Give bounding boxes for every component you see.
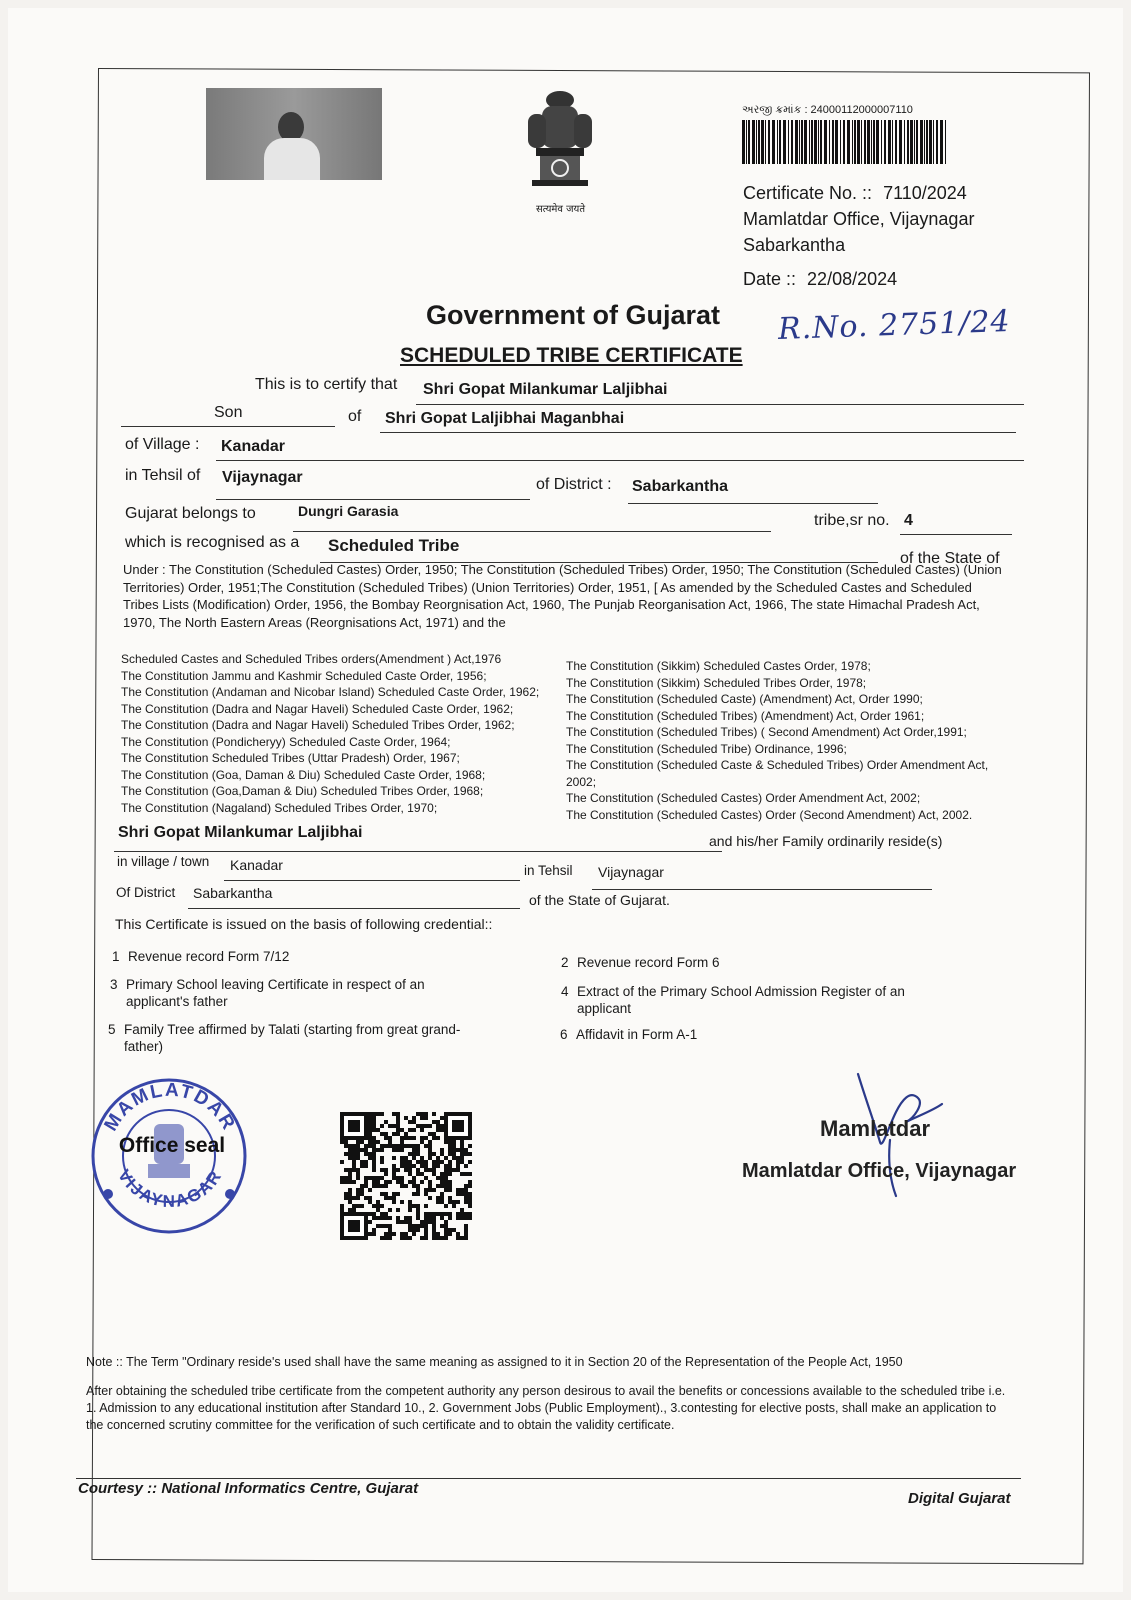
district-label: of District : bbox=[536, 476, 612, 493]
relation: Son bbox=[214, 404, 243, 421]
credential-text: applicant bbox=[577, 1001, 632, 1016]
father-name: Shri Gopat Laljibhai Maganbhai bbox=[385, 410, 625, 427]
of-district-line bbox=[188, 908, 520, 909]
of-label: of bbox=[348, 408, 362, 425]
credential-text: Revenue record Form 7/12 bbox=[128, 949, 290, 964]
note-line: Note :: The Term "Ordinary reside's used shall have the same meaning as assigned to it in Section 20 of the Representation of the People Act, 1950 bbox=[86, 1355, 903, 1369]
order-right-item: The Constitution (Sikkim) Scheduled Tribes Order, 1978; bbox=[566, 675, 867, 690]
credential-item bbox=[561, 983, 961, 1017]
credential-text: Extract of the Primary School Admission Register of an bbox=[577, 984, 905, 999]
certify-label: This is to certify that bbox=[255, 376, 398, 393]
order-left-item: The Constitution Scheduled Tribes (Uttar Pradesh) Order, 1967; bbox=[121, 751, 460, 765]
certificate-title: SCHEDULED TRIBE CERTIFICATE bbox=[400, 344, 743, 367]
order-right-item: The Constitution (Sikkim) Scheduled Castes Order, 1978; bbox=[566, 659, 871, 673]
footer-brand: Digital Gujarat bbox=[908, 1490, 1011, 1507]
tehsil-label: in Tehsil of bbox=[125, 467, 201, 484]
tribe-line bbox=[293, 531, 771, 532]
credential-number: 4 bbox=[561, 984, 569, 999]
credential-number: 6 bbox=[560, 1027, 568, 1042]
credential-text: Primary School leaving Certificate in respect of an bbox=[126, 977, 425, 992]
credential-number: 2 bbox=[561, 955, 569, 970]
order-right-item: The Constitution (Scheduled Tribes) ( Second Amendment) Act Order,1991; bbox=[566, 725, 967, 739]
certificate-number-row bbox=[743, 180, 974, 206]
order-left-item: The Constitution (Andaman and Nicobar Island) Scheduled Caste Order, 1962; bbox=[121, 685, 540, 699]
belongs-label: Gujarat belongs to bbox=[125, 505, 256, 522]
in-tehsil-label: in Tehsil bbox=[524, 863, 573, 878]
note-section bbox=[86, 1354, 1016, 1434]
credential-item bbox=[112, 948, 512, 965]
order-left-item: The Constitution (Goa,Daman & Diu) Scheduled Tribes Order, 1968; bbox=[121, 784, 484, 798]
credential-text: applicant's father bbox=[126, 994, 228, 1009]
footer-courtesy: Courtesy :: National Informatics Centre, Gujarat bbox=[78, 1480, 419, 1497]
orders-left bbox=[121, 651, 539, 816]
village-label: of Village : bbox=[125, 436, 200, 453]
credential-text: Family Tree affirmed by Talati (starting from great grand- bbox=[124, 1022, 461, 1037]
handwritten-register-number: R.No. 2751/24 bbox=[777, 303, 1012, 348]
village-line bbox=[216, 460, 1024, 461]
order-right-item: The Constitution (Scheduled Castes) Order Amendment Act, 2002; bbox=[566, 791, 921, 805]
qr-code-icon[interactable] bbox=[340, 1112, 472, 1240]
order-left-item: The Constitution (Dadra and Nagar Haveli) Scheduled Tribes Order, 1962; bbox=[121, 718, 515, 732]
relation-line bbox=[121, 426, 335, 427]
barcode-icon bbox=[742, 120, 946, 164]
certificate-page bbox=[8, 8, 1123, 1592]
applicant-name-line bbox=[416, 404, 1024, 405]
village-town-line bbox=[224, 880, 520, 881]
order-right-item: 2002; bbox=[566, 774, 597, 789]
credential-item bbox=[560, 1026, 960, 1043]
note-paragraph: After obtaining the scheduled tribe certificate from the competent authority any person desirous to avail the benefits or concessions available to the scheduled tribe i.e. 1. Admission to any educational institution after Standard 10., 2. Government Jobs (Public Employment)., 3.contesting for elective posts, shall make an application to the concerned scrutiny committee for the verification of such certificate and to obtain the validity certificate. bbox=[86, 1384, 1006, 1432]
father-name-line bbox=[380, 432, 1016, 433]
certificate-number: 7110/2024 bbox=[883, 183, 967, 203]
tribe-sr-line bbox=[900, 534, 1012, 535]
application-number: અરજી ક્રમાંક : 24000112000007110 bbox=[742, 104, 913, 116]
order-right-item: The Constitution (Scheduled Caste) (Amendment) Act, Order 1990; bbox=[566, 692, 923, 706]
office-line2: Sabarkantha bbox=[743, 235, 846, 255]
credential-item bbox=[110, 976, 510, 1010]
credential-text: father) bbox=[124, 1039, 164, 1054]
credential-item bbox=[561, 954, 961, 971]
seal-bottom-text: VIJAYNAGAR bbox=[114, 1166, 226, 1211]
government-title: Government of Gujarat bbox=[426, 300, 721, 330]
signatory-office: Mamlatdar Office, Vijaynagar bbox=[742, 1160, 1017, 1182]
seal-center-text: Office seal bbox=[118, 1134, 226, 1157]
tehsil-line bbox=[216, 499, 530, 500]
date-label: Date :: bbox=[743, 269, 797, 289]
orders-right bbox=[566, 658, 988, 823]
certificate-meta bbox=[743, 180, 974, 292]
order-right-item: The Constitution (Scheduled Tribes) (Amendment) Act, Order 1961; bbox=[566, 708, 925, 723]
footer-divider bbox=[76, 1478, 1021, 1479]
applicant-name: Shri Gopat Milankumar Laljibhai bbox=[423, 381, 668, 398]
village-town: Kanadar bbox=[230, 857, 283, 873]
in-tehsil-line bbox=[592, 889, 932, 890]
national-emblem-icon bbox=[520, 88, 600, 198]
district: Sabarkantha bbox=[632, 478, 729, 495]
seal-top-text: MAMLATDAR bbox=[100, 1079, 240, 1135]
office-line1: Mamlatdar Office, Vijaynagar bbox=[743, 209, 975, 229]
order-left-item: The Constitution Jammu and Kashmir Scheduled Caste Order, 1956; bbox=[121, 668, 487, 683]
order-right-item: The Constitution (Scheduled Caste & Scheduled Tribes) Order Amendment Act, bbox=[566, 758, 989, 772]
order-left-item: The Constitution (Pondicheryy) Scheduled Caste Order, 1964; bbox=[121, 734, 451, 749]
credential-text: Revenue record Form 6 bbox=[577, 955, 720, 970]
recognised-as: Scheduled Tribe bbox=[328, 536, 460, 555]
state-gujarat: of the State of Gujarat. bbox=[529, 892, 670, 908]
emblem-caption: सत्यमेव जयते bbox=[535, 204, 586, 215]
credential-number: 3 bbox=[110, 977, 118, 992]
credential-number: 1 bbox=[112, 949, 120, 964]
date-row bbox=[743, 266, 974, 292]
credential-item bbox=[108, 1021, 508, 1055]
issue-date: 22/08/2024 bbox=[807, 269, 898, 289]
office-seal-icon bbox=[88, 1072, 250, 1234]
applicant-photo bbox=[206, 88, 382, 180]
district-line bbox=[628, 503, 878, 504]
order-right-item: The Constitution (Scheduled Castes) Order (Second Amendment) Act, 2002. bbox=[566, 807, 973, 822]
tehsil: Vijaynagar bbox=[222, 469, 303, 486]
state-of-label: of the State of bbox=[900, 550, 1000, 567]
certificate-number-label: Certificate No. :: bbox=[743, 183, 873, 203]
village-town-label: in village / town bbox=[117, 854, 210, 869]
reside-label: and his/her Family ordinarily reside(s) bbox=[709, 833, 943, 849]
resident-name-line bbox=[114, 851, 722, 852]
credential-number: 5 bbox=[108, 1022, 116, 1037]
of-district-label: Of District bbox=[116, 885, 176, 900]
order-left-item: Scheduled Castes and Scheduled Tribes orders(Amendment ) Act,1976 bbox=[121, 652, 502, 666]
in-tehsil: Vijaynagar bbox=[598, 864, 664, 880]
order-left-item: The Constitution (Dadra and Nagar Haveli) Scheduled Caste Order, 1962; bbox=[121, 701, 514, 716]
order-left-item: The Constitution (Goa, Daman & Diu) Scheduled Caste Order, 1968; bbox=[121, 767, 486, 782]
tribe-sr-label: tribe,sr no. bbox=[814, 512, 890, 529]
of-district: Sabarkantha bbox=[193, 885, 273, 901]
order-right-item: The Constitution (Scheduled Tribe) Ordinance, 1996; bbox=[566, 741, 847, 756]
resident-name: Shri Gopat Milankumar Laljibhai bbox=[118, 824, 363, 841]
village: Kanadar bbox=[221, 438, 286, 455]
signatory-title: Mamlatdar bbox=[820, 1116, 931, 1141]
credential-text: Affidavit in Form A-1 bbox=[576, 1027, 698, 1042]
recognised-label: which is recognised as a bbox=[125, 534, 300, 551]
tribe-name: Dungri Garasia bbox=[298, 503, 399, 519]
under-paragraph: Under : The Constitution (Scheduled Castes) Order, 1950; The Constitution (Scheduled Tribes) Order, 1950; The Constitution (Scheduled Castes) (Union Territories) Order, 1951;The Constitution (Scheduled Tribes) (Union Territories) Order, 1951, [ As amended by the Scheduled Castes and Scheduled Tribes Lists (Modification) Order, 1956, the Bombay Reorgnisation Act, 1960, The Punjab Reorganisation Act, 1966, The state Himachal Pradesh Act, 1970, The North Eastern Areas (Reorgnisations Act, 1971) and the bbox=[123, 562, 1002, 630]
order-left-item: The Constitution (Nagaland) Scheduled Tribes Order, 1970; bbox=[121, 800, 438, 815]
tribe-sr-number: 4 bbox=[904, 512, 913, 529]
credentials-intro: This Certificate is issued on the basis of following credential:: bbox=[115, 916, 493, 932]
